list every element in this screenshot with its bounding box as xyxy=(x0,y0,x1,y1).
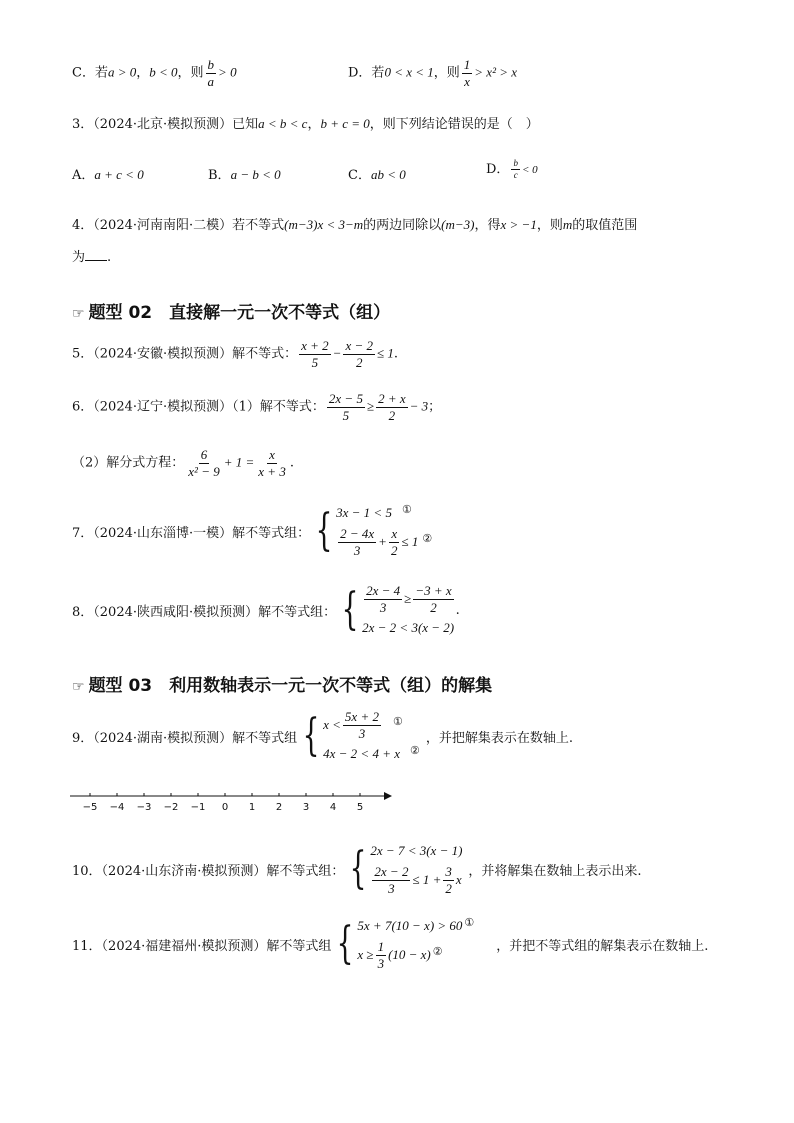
number-line-tick-label: 4 xyxy=(329,802,337,813)
inequality-system: { $\frac{2x - 4}{3}$ ≥ $\frac{-3 + x}{2}$ 2x − 2 < 3(x − 2) xyxy=(341,583,455,636)
left-brace: { xyxy=(350,843,367,895)
section-title-02: ☞ 题型 02 直接解一元一次不等式（组） xyxy=(72,303,391,323)
left-brace: { xyxy=(302,710,320,762)
q9: 9．（2024·湖南·模拟预测）解不等式组 { x < $\frac{5x + 2}{3}$ ① 4x − 2 < 4 + x ② ，并把解集表示在数轴上. xyxy=(72,709,573,762)
number-line-tick-label: 3 xyxy=(302,802,310,813)
q2-option-c: C．若a > 0，b < 0，则 $\frac{b}{a}$ > 0 xyxy=(72,57,237,89)
q3-option-a: A．a + c < 0 xyxy=(72,167,144,183)
number-line-tick-label: 1 xyxy=(248,802,256,813)
fraction: $\frac{x}{x + 3}$ xyxy=(258,447,286,479)
q10: 10．（2024·山东济南·模拟预测）解不等式组： { 2x − 7 < 3(x − 1) $\frac{2x - 2}{3}$ ≤ 1 + $\frac{3}{2}$ x ，并将解集在数轴上表示出来. xyxy=(72,843,642,896)
q2-option-d: D．若0 < x < 1，则 $\frac{1}{x}$ > x² > x xyxy=(348,57,518,89)
q3-option-d: D． $\frac{b}{c}$ < 0 xyxy=(486,157,538,180)
answer-blank[interactable] xyxy=(85,248,107,261)
number-line-tick-label: 5 xyxy=(356,802,364,813)
inequality-system: { 5x + 7(10 − x) > 60 ① x ≥ $\frac{1}{3}$ (10 − x) ② xyxy=(337,916,475,971)
q6-part2: （2）解分式方程： $\frac{6}{\text{x² − 9}}$ + 1 = $\frac{x}{x + 3}$ . xyxy=(72,447,294,479)
number-line-tick-label: 2 xyxy=(275,802,283,813)
number-line-tick-label: −1 xyxy=(190,802,206,813)
q3-stem: 3．（2024·北京·模拟预测）已知a < b < c，b + c = 0，则下列结论错误的是（ ） xyxy=(72,116,539,132)
q6-part1: 6．（2024·辽宁·模拟预测）（1）解不等式： $\frac{2x - 5}{5}$ ≥ $\frac{2 + x}{2}$ − 3； xyxy=(72,391,442,423)
fraction: $\frac{2x - 2}{3}$ xyxy=(374,864,409,896)
fraction: $\frac{2x - 5}{5}$ xyxy=(328,391,363,423)
fraction: $\frac{2 + x}{2}$ xyxy=(378,391,406,423)
q3-option-b: B．a − b < 0 xyxy=(208,167,281,183)
fraction: $\frac{3}{2}$ xyxy=(445,864,452,896)
fraction: $\frac{2x - 4}{3}$ xyxy=(366,583,401,615)
q3-option-c: C．ab < 0 xyxy=(348,167,406,183)
q11: 11．（2024·福建福州·模拟预测）解不等式组 { 5x + 7(10 − x) > 60 ① x ≥ $\frac{1}{3}$ (10 − x) ② ，并把不等式组的解集表示在数轴上. xyxy=(72,916,709,971)
fraction: $\frac{x + 2}{5}$ xyxy=(301,338,329,370)
fraction: $\frac{1}{x}$ xyxy=(463,57,471,89)
number-line-tick-label: −5 xyxy=(82,802,98,813)
section-title-03: ☞ 题型 03 利用数轴表示一元一次不等式（组）的解集 xyxy=(72,676,493,696)
fraction: $\frac{1}{3}$ xyxy=(377,939,385,971)
number-line-tick-label: −3 xyxy=(136,802,152,813)
q4-line2: 为 . xyxy=(72,250,112,265)
pointing-hand-icon: ☞ xyxy=(72,679,85,695)
fraction: $\frac{b}{a}$ xyxy=(207,57,215,89)
inequality-system: { 2x − 7 < 3(x − 1) $\frac{2x - 2}{3}$ ≤ 1 + $\frac{3}{2}$ x xyxy=(350,843,463,896)
q7: 7．（2024·山东淄博·一模）解不等式组： { 3x − 1 < 5 ① $\frac{2 - 4x}{3}$ + $\frac{x}{2}$ ≤ 1 ② xyxy=(72,503,433,558)
number-line-tick-label: −4 xyxy=(109,802,125,813)
left-brace: { xyxy=(337,918,354,970)
fraction: $\frac{-3 + x}{2}$ xyxy=(415,583,452,615)
inequality-system: { 3x − 1 < 5 ① $\frac{2 - 4x}{3}$ + $\frac{x}{2}$ ≤ 1 ② xyxy=(315,503,433,558)
q8: 8．（2024·陕西咸阳·模拟预测）解不等式组： { $\frac{2x - 4}{3}$ ≥ $\frac{-3 + x}{2}$ 2x − 2 < 3(x − 2) . xyxy=(72,583,460,636)
fraction: $\frac{6}{\text{x² − 9}}$ xyxy=(188,447,220,479)
left-brace: { xyxy=(341,584,359,636)
inequality-system: { x < $\frac{5x + 2}{3}$ ① 4x − 2 < 4 + x ② xyxy=(302,709,420,762)
number-line-tick-label: −2 xyxy=(163,802,179,813)
number-line xyxy=(66,786,396,816)
fraction: $\frac{x - 2}{2}$ xyxy=(345,338,373,370)
number-line-tick-label: 0 xyxy=(221,802,229,813)
left-brace: { xyxy=(315,505,333,557)
fraction: $\frac{b}{c}$ xyxy=(513,157,518,180)
pointing-hand-icon: ☞ xyxy=(72,306,85,322)
q5: 5．（2024·安徽·模拟预测）解不等式： $\frac{x + 2}{5}$ − $\frac{x - 2}{2}$ ≤ 1. xyxy=(72,338,399,370)
fraction: $\frac{5x + 2}{3}$ xyxy=(344,709,379,741)
fraction: $\frac{2 - 4x}{3}$ xyxy=(340,526,375,558)
number-line-arrow xyxy=(384,792,392,800)
q4-stem: 4．（2024·河南南阳·二模）若不等式(m−3)x < 3−m的两边同除以(m−3)，得x > −1，则m的取值范围 xyxy=(72,217,638,233)
fraction: $\frac{x}{2}$ xyxy=(390,526,398,558)
